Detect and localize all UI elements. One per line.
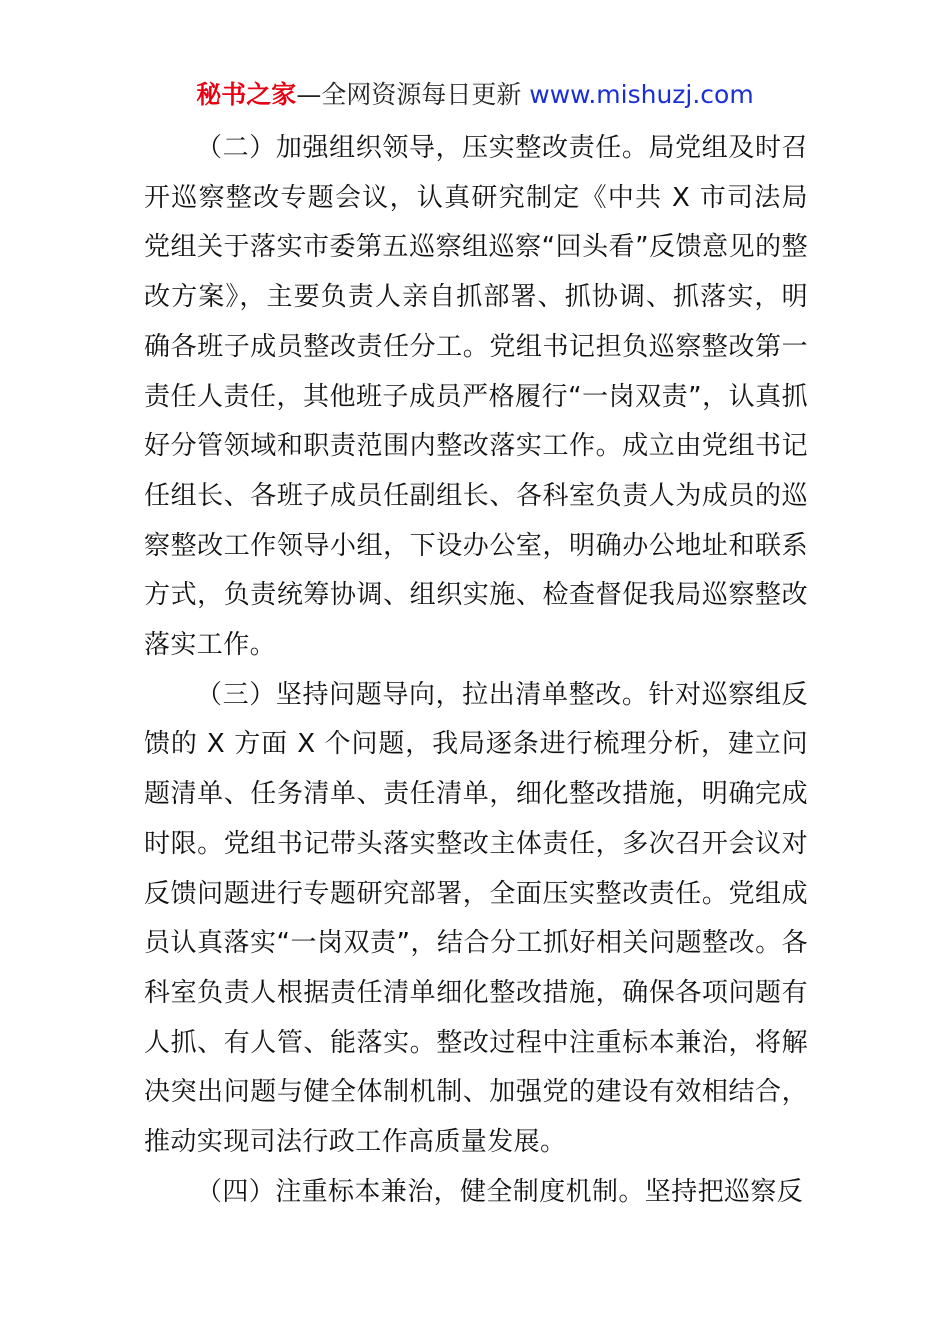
website-link[interactable]: www.mishuzj.com — [529, 80, 754, 109]
paragraph-section-4: （四）注重标本兼治，健全制度机制。坚持把巡察反 — [196, 1176, 804, 1207]
paragraph-section-3: （三）坚持问题导向，拉出清单整改。针对巡察组反馈的 X 方面 X 个问题，我局逐条进行梳理分析，建立问题清单、任务清单、责任清单，细化整改措施，明确完成时限。党组书记带头落实整改主体责任，多次召开会议对反馈问题进行专题研究部署，全面压实整改责任。党组成员认真落实“一岗双责”，结合分工抓好相关问题整改。各科室负责人根据责任清单细化整改措施，确保各项问题有人抓、有人管、能落实。整改过程中注重标本兼治，将解决突出问题与健全体制机制、加强党的建设有效相结合，推动实现司法行政工作高质量发展。 — [144, 679, 808, 1158]
site-header — [0, 78, 950, 112]
header-tagline: —全网资源每日更新 — [296, 80, 522, 109]
document-body — [144, 124, 808, 1217]
paragraph-section-2: （二）加强组织领导，压实整改责任。局党组及时召开巡察整改专题会议，认真研究制定《中共 X 市司法局党组关于落实市委第五巡察组巡察“回头看”反馈意见的整改方案》，主要负责人亲自抓部署、抓协调、抓落实，明确各班子成员整改责任分工。党组书记担负巡察整改第一责任人责任，其他班子成员严格履行“一岗双责”，认真抓好分管领域和职责范围内整改落实工作。成立由党组书记任组长、各班子成员任副组长、各科室负责人为成员的巡察整改工作领导小组，下设办公室，明确办公地址和联系方式，负责统筹协调、组织实施、检查督促我局巡察整改落实工作。 — [144, 133, 808, 661]
brand-name: 秘书之家 — [196, 80, 297, 109]
